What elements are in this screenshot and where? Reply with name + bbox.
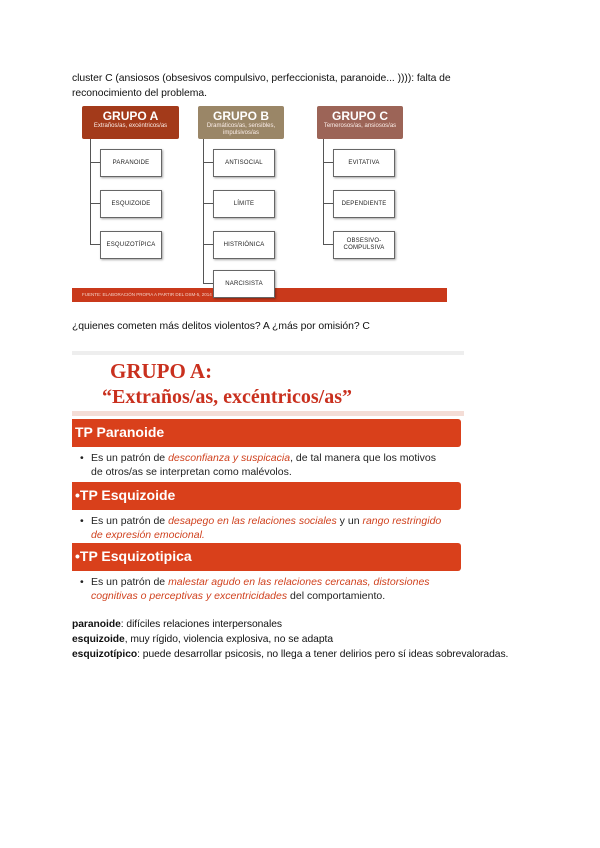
note-text: , muy rígido, violencia explosiva, no se adapta xyxy=(124,634,334,645)
bullet-emphasis: desapego en las relaciones sociales xyxy=(168,515,337,527)
item-histrionica: HISTRIÓNICA xyxy=(213,231,275,259)
group-c-title: GRUPO C xyxy=(331,109,388,123)
connector-b3 xyxy=(203,244,213,245)
connector-c3 xyxy=(323,244,333,245)
note-term: esquizotípico xyxy=(72,649,138,660)
bullet-dot: • xyxy=(80,515,84,527)
item-narcisista: NARCISISTA xyxy=(213,270,275,298)
group-c-subtitle: Temerosos/as, ansiosos/as xyxy=(323,123,397,129)
slide-title-line1: GRUPO A: xyxy=(110,359,213,383)
bullet-dot: • xyxy=(80,576,84,588)
bullet-dot: • xyxy=(80,452,84,464)
item-dependiente: DEPENDIENTE xyxy=(333,190,395,218)
bullet-text-pre: Es un patrón de xyxy=(91,515,169,527)
bullet-text-pre: Es un patrón de xyxy=(91,452,169,464)
slide-title-rule xyxy=(72,411,464,416)
note-paranoide xyxy=(72,617,532,632)
connector-a3 xyxy=(90,244,100,245)
connector-a xyxy=(90,139,91,244)
connector-c xyxy=(323,139,324,244)
note-text: : difíciles relaciones interpersonales xyxy=(120,619,282,630)
item-esquizoide: ESQUIZOIDE xyxy=(100,190,162,218)
group-a-header xyxy=(82,106,179,139)
bullet-emphasis: desconfianza y suspicacia xyxy=(168,452,291,464)
item-obsesivo-compulsiva: OBSESIVO-COMPULSIVA xyxy=(333,231,395,259)
slide-top-bar xyxy=(72,351,464,355)
section-heading-esquizotipica: •TP Esquizotipica xyxy=(75,548,192,564)
connector-b xyxy=(203,139,204,284)
connector-a2 xyxy=(90,203,100,204)
slide-title-line2: “Extraños/as, excéntricos/as” xyxy=(102,386,352,408)
connector-b4 xyxy=(203,283,213,284)
bullet-text-rest: , de tal manera que los motivos de otros/as se interpretan como malévolos. xyxy=(91,452,436,478)
note-term: paranoide xyxy=(72,619,121,630)
group-c-header xyxy=(317,106,403,139)
item-paranoide: PARANOIDE xyxy=(100,149,162,177)
connector-c1 xyxy=(323,162,333,163)
section-bar-esquizoide xyxy=(72,482,461,510)
connector-b2 xyxy=(203,203,213,204)
chart-footer-text: FUENTE: ELABORACIÓN PROPIA A PARTIR DEL DSM-5, 2014 xyxy=(82,292,212,297)
item-limite: LÍMITE xyxy=(213,190,275,218)
section-bullet-esquizoide xyxy=(80,514,450,542)
item-esquizotipica: ESQUIZOTÍPICA xyxy=(100,231,162,259)
group-a-subtitle: Extraños/as, excéntricos/as xyxy=(93,123,168,129)
group-a-title: GRUPO A xyxy=(102,109,159,123)
note-esquizoide xyxy=(72,632,532,647)
bullet-emphasis: malestar agudo en las relaciones cercanas, distorsiones cognitivas o perceptivas y excentricidades xyxy=(91,576,430,602)
section-bar-esquizotipica xyxy=(72,543,461,571)
group-b-subtitle: Dramáticos/as, sensibles, impulsivos/as xyxy=(206,123,276,136)
bullet-text-pre: Es un patrón de xyxy=(91,576,169,588)
section-heading-paranoide: TP Paranoide xyxy=(75,424,165,440)
note-esquizotipico xyxy=(72,647,532,662)
note-text: : puede desarrollar psicosis, no llega a tener delirios pero sí ideas sobrevaloradas. xyxy=(137,649,509,660)
question-line: ¿quienes cometen más delitos violentos? A ¿más por omisión? C xyxy=(72,321,370,332)
connector-a1 xyxy=(90,162,100,163)
connector-c2 xyxy=(323,203,333,204)
note-term: esquizoide xyxy=(72,634,125,645)
item-antisocial: ANTISOCIAL xyxy=(213,149,275,177)
group-b-title: GRUPO B xyxy=(212,109,269,123)
section-bullet-esquizotipica xyxy=(80,575,450,603)
groups-chart-image xyxy=(72,102,447,302)
section-heading-esquizoide: •TP Esquizoide xyxy=(75,487,176,503)
bullet-emphasis-2: rango restringido de expresión emocional. xyxy=(91,515,442,541)
item-evitativa: EVITATIVA xyxy=(333,149,395,177)
intro-paragraph: cluster C (ansiosos (obsesivos compulsivo, perfeccionista, paranoide... )))): falta de reconocimiento del problema. xyxy=(72,73,451,99)
group-b-header xyxy=(198,106,284,139)
section-bar-paranoide xyxy=(72,419,461,447)
connector-b1 xyxy=(203,162,213,163)
bullet-text-rest: del comportamiento. xyxy=(287,590,386,602)
section-bullet-paranoide xyxy=(80,451,450,479)
bullet-text-mid: y un xyxy=(336,515,363,527)
notes-block xyxy=(72,617,532,662)
grupo-a-slide-image xyxy=(72,351,464,606)
